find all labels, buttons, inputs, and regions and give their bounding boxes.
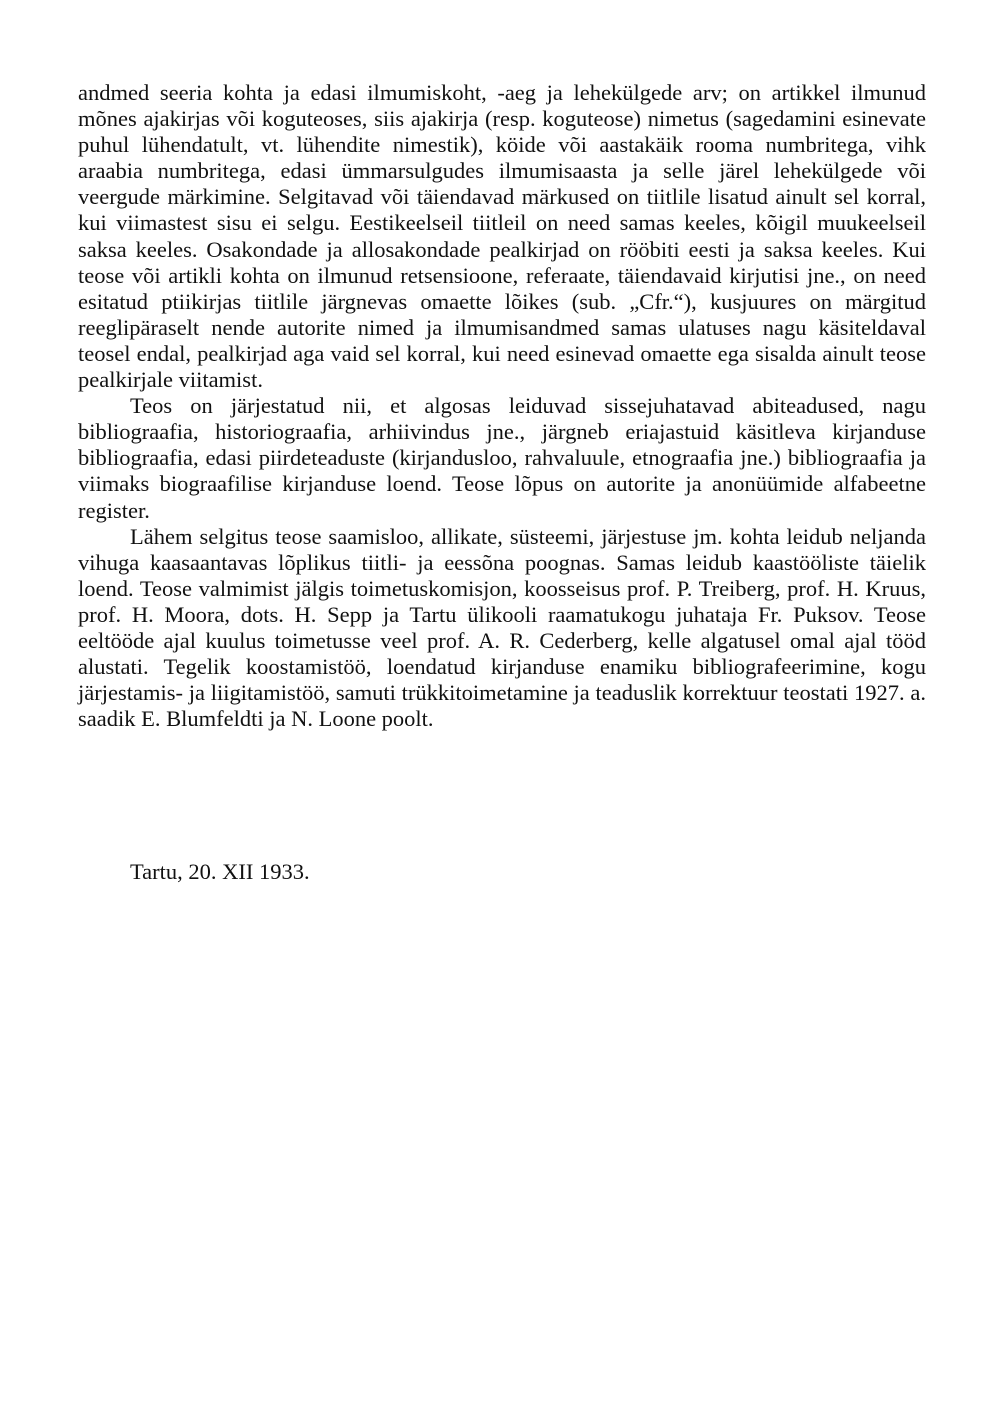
paragraph-continuation: andmed seeria kohta ja edasi ilmumiskoht, -aeg ja lehekülgede arv; on artikkel ilmunud mõnes ajakirjas või koguteoses, siis ajakirja (resp. koguteose) nimetus (sagedamini esinevate puhul lühendatult, vt. lühendite nimestik), köide või aastakäik rooma numbritega, vihk araabia numbritega, edasi ümmarsulgudes ilmumisaasta ja selle järel lehekülgede või veergude märkimine. Selgitavad või täiendavad märkused on tiitlile lisatud ainult sel korral, kui viimastest sisu ei selgu. Eestikeelseil tiitleil on need samas keeles, kõigil muukeelseil saksa keeles. Osakondade ja allosakondade pealkirjad on rööbiti eesti ja saksa keeles. Kui teose või artikli kohta on ilmunud retsensioone, referaate, täiendavaid kirjutisi jne., on need esitatud ptiikirjas tiitlile järgnevas omaette lõikes (sub. „Cfr.“), kusjuures on märgitud reeglipäraselt nende autorite nimed ja ilmumisandmed samas ulatuses nagu käsiteldaval teosel endal, pealkirjad aga vaid sel korral, kui need esinevad omaette ega sisalda ainult teose pealkirjale viitamist. — [78, 80, 926, 393]
paragraph-credits: Lähem selgitus teose saamisloo, allikate, süsteemi, järjestuse jm. kohta leidub neljanda vihuga kaasaantavas lõplikus tiitli- ja eessõna poognas. Samas leidub kaastööliste täielik loend. Teose valmimist jälgis toimetuskomisjon, koosseisus prof. P. Treiberg, prof. H. Kruus, prof. H. Moora, dots. H. Sepp ja Tartu ülikooli raamatukogu juhataja Fr. Puksov. Teose eeltööde ajal kuulus toimetusse veel prof. A. R. Cederberg, kelle algatusel omal ajal tööd alustati. Tegelik koostamistöö, loendatud kirjanduse enamiku bibliografeerimine, kogu järjestamis- ja liigitamistöö, samuti trükkitoimetamine ja teaduslik korrektuur teostati 1927. a. saadik E. Blumfeldti ja N. Loone poolt. — [78, 523, 926, 732]
place-and-date: Tartu, 20. XII 1933. — [130, 859, 310, 884]
paragraph-structure: Teos on järjestatud nii, et algosas leiduvad sissejuhatavad abiteadused, nagu bibliograafia, historiograafia, arhiivindus jne., järgneb eriajastuid käsitleva kirjanduse bibliograafia, edasi piirdeteaduste (kirjandusloo, rahvaluule, etnograafia jne.) bibliograafia ja viimaks biograafilise kirjanduse loend. Teose lõpus on autorite ja anonüümide alfabeetne register. — [78, 393, 926, 523]
document-body — [78, 80, 926, 732]
